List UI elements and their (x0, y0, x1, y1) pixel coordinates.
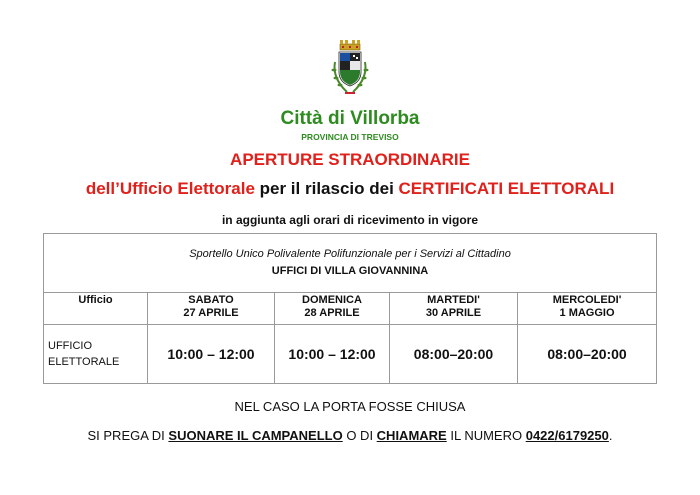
subhead-certificates: CERTIFICATI ELETTORALI (398, 179, 615, 198)
col-header-day (148, 293, 275, 325)
phone-number: 0422/6179250 (525, 428, 609, 443)
hours-value: 08:00–20:00 (547, 346, 627, 362)
schedule-table (43, 233, 657, 384)
table-header-row (44, 234, 657, 293)
city-title: Città di Villorba (280, 108, 420, 129)
office-name-line: UFFICIO (48, 340, 92, 352)
instruction-text: SI PREGA DI (87, 428, 169, 443)
table-row (44, 293, 657, 325)
date-label: 28 APRILE (304, 307, 360, 319)
table-row (44, 325, 657, 384)
office-name-cell (44, 325, 148, 384)
notice-subhead (0, 179, 700, 199)
col-header-office: Ufficio (44, 293, 148, 325)
closed-door-note: NEL CASO LA PORTA FOSSE CHIUSA (234, 399, 466, 414)
col-header-day (390, 293, 518, 325)
call-text: CHIAMARE (376, 428, 447, 443)
office-name-line: ELETTORALE (48, 356, 120, 368)
province-label: PROVINCIA DI TREVISO (301, 132, 399, 142)
subhead-office: dell’Ufficio Elettorale (85, 179, 255, 198)
instruction-text: IL NUMERO (446, 428, 526, 443)
office-header-cell (44, 234, 657, 293)
office-location: UFFICI DI VILLA GIOVANNINA (271, 265, 429, 277)
date-label: 1 MAGGIO (559, 307, 615, 319)
notice-headline: APERTURE STRAORDINARIE (230, 150, 470, 169)
office-service-name: Sportello Unico Polivalente Polifunzionale per i Servizi al Cittadino (189, 248, 511, 260)
subhead-middle: per il rilascio dei (254, 179, 399, 198)
hours-cell (390, 325, 518, 384)
coat-of-arms-icon (327, 38, 373, 100)
instruction-text: O DI (342, 428, 377, 443)
date-label: 27 APRILE (183, 307, 239, 319)
hours-value: 08:00–20:00 (413, 346, 494, 362)
instruction-text: . (608, 428, 613, 443)
col-header-day (518, 293, 657, 325)
date-label: 30 APRILE (425, 307, 482, 319)
day-label: MARTEDI' (427, 294, 480, 306)
day-label: DOMENICA (302, 294, 362, 306)
hours-value: 10:00 – 12:00 (167, 346, 255, 362)
hours-cell (148, 325, 275, 384)
day-label: SABATO (188, 294, 234, 306)
contact-instructions (0, 428, 700, 443)
hours-cell (275, 325, 390, 384)
additional-note: in aggiunta agli orari di ricevimento in vigore (221, 213, 479, 227)
ring-bell-text: SUONARE IL CAMPANELLO (168, 428, 343, 443)
day-label: MERCOLEDI' (552, 294, 622, 306)
hours-cell (518, 325, 657, 384)
hours-value: 10:00 – 12:00 (288, 346, 376, 362)
col-header-day (275, 293, 390, 325)
